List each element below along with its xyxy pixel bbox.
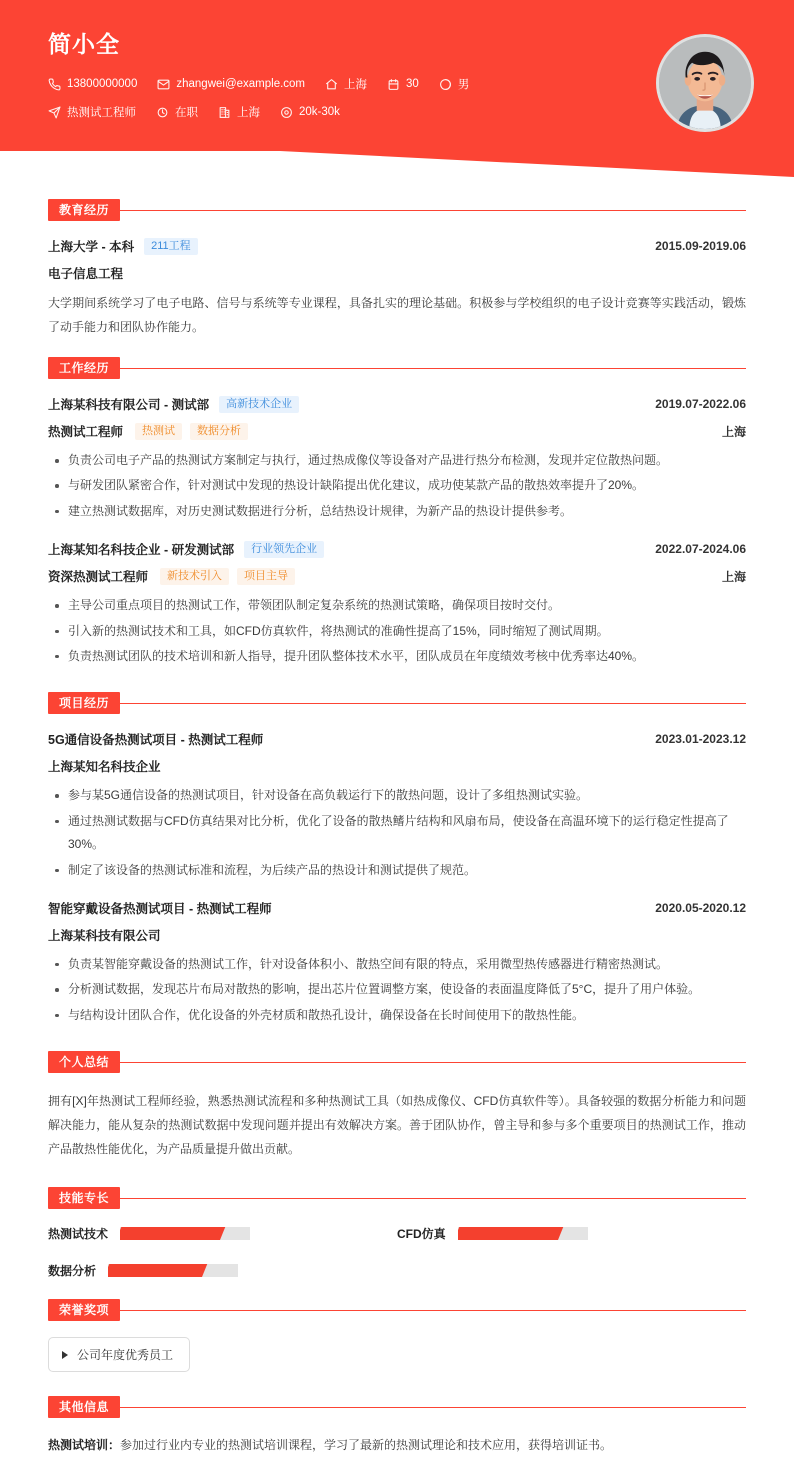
home-icon [325, 78, 338, 91]
section-header-education [48, 199, 746, 221]
education-major: 电子信息工程 [48, 267, 124, 281]
skill-progress-fill [108, 1264, 207, 1277]
mail-icon [157, 78, 170, 91]
section-title-skills: 技能专长 [48, 1187, 120, 1209]
resume-body [0, 199, 794, 1477]
contact-city [325, 76, 367, 92]
contact-gender-text: 男 [457, 79, 470, 92]
section-work [48, 357, 746, 668]
section-title-education: 教育经历 [48, 199, 120, 221]
expected-salary-text: 20k-30k [299, 106, 340, 119]
skill-progress-bar [120, 1227, 250, 1240]
skill-item [48, 1225, 397, 1242]
school-tag: 211工程 [144, 238, 198, 255]
work-bullets [48, 594, 746, 668]
skill-list [48, 1225, 746, 1285]
bullet-item: 分析测试数据，发现芯片布局对散热的影响，提出芯片位置调整方案，使设备的表面温度降低了5°C，提升了用户体验。 [48, 978, 746, 1001]
job-title: 热测试工程师 [48, 425, 124, 439]
project-name: 智能穿戴设备热测试项目 - 热测试工程师 [48, 901, 272, 916]
skill-progress-bar [108, 1264, 238, 1277]
role-tag: 新技术引入 [160, 568, 229, 585]
section-rule [48, 703, 746, 704]
section-project [48, 692, 746, 1027]
job-intent [48, 104, 136, 120]
project-bullets [48, 953, 746, 1027]
contact-city-text: 上海 [344, 79, 368, 92]
work-bullets [48, 449, 746, 523]
contact-email [157, 78, 305, 91]
other-info-label: 热测试培训： [48, 1438, 121, 1453]
work-entry-header [48, 395, 746, 413]
calendar-icon [387, 78, 400, 91]
work-date: 2022.07-2024.06 [655, 542, 746, 557]
section-rule [48, 1198, 746, 1199]
status-icon [156, 106, 169, 119]
skill-label: CFD仿真 [397, 1227, 446, 1242]
section-rule [48, 1062, 746, 1063]
work-city-text: 上海 [237, 107, 260, 120]
project-entry-header [48, 899, 746, 917]
bullet-item: 负责公司电子产品的热测试方案制定与执行，通过热成像仪等设备对产品进行热分布检测，发现并定位散热问题。 [48, 449, 746, 472]
avatar-photo [659, 37, 751, 129]
project-company: 上海某知名科技企业 [48, 760, 161, 775]
other-info-item [48, 1434, 746, 1457]
candidate-name: 简小全 [48, 31, 120, 57]
project-bullets [48, 784, 746, 882]
bullet-item: 制定了该设备的热测试标准和流程，为后续产品的热设计和测试提供了规范。 [48, 859, 746, 882]
section-header-project [48, 692, 746, 714]
section-rule [48, 1407, 746, 1408]
contact-email-text: zhangwei@example.com [176, 78, 306, 91]
section-other [48, 1396, 746, 1457]
skill-item [397, 1225, 746, 1242]
section-rule [48, 368, 746, 369]
contact-gender [439, 76, 470, 92]
summary-text: 拥有[X]年热测试工程师经验，熟悉热测试流程和多种热测试工具（如热成像仪、CFD仿真软件等）。具备较强的数据分析能力和问题解决能力，能从复杂的热测试数据中发现问题并提出有效解决方案。善于团队协作，曾主导和参与多个重要项目的热测试工作，推动产品散热性能优化，为产品质量提升做出贡献。 [48, 1094, 746, 1157]
work-entry [48, 540, 746, 668]
phone-icon [48, 78, 61, 91]
contact-row-secondary [48, 104, 489, 120]
work-entry [48, 395, 746, 523]
salary-icon [280, 106, 293, 119]
section-honors [48, 1299, 746, 1372]
work-city [218, 104, 260, 120]
contact-age-text: 30 [406, 78, 419, 91]
expected-salary [280, 106, 340, 119]
skill-progress-fill [458, 1227, 563, 1240]
work-role-row [48, 567, 746, 585]
bullet-item: 引入新的热测试技术和工具，如CFD仿真软件，将热测试的准确性提高了15%，同时缩短了测试周期。 [48, 620, 746, 643]
section-skills [48, 1187, 746, 1285]
project-company: 上海某科技有限公司 [48, 928, 161, 943]
education-description: 大学期间系统学习了电子电路、信号与系统等专业课程，具备扎实的理论基础。积极参与学校组织的电子设计竞赛等实践活动，锻炼了动手能力和团队协作能力。 [48, 296, 746, 334]
work-location: 上海 [721, 424, 746, 439]
bullet-item: 与研发团队紧密合作，针对测试中发现的热设计缺陷提出优化建议，成功使某款产品的散热效率提升了20%。 [48, 474, 746, 497]
gender-icon [439, 78, 452, 91]
section-header-summary [48, 1051, 746, 1073]
header-text-block [48, 30, 489, 120]
section-header-honors [48, 1299, 746, 1321]
project-date: 2020.05-2020.12 [655, 900, 746, 915]
work-role-row [48, 422, 746, 440]
section-title-summary: 个人总结 [48, 1051, 120, 1073]
bullet-item: 建立热测试数据库，对历史测试数据进行分析，总结热设计规律，为新产品的热设计提供参考。 [48, 500, 746, 523]
skill-item [48, 1262, 397, 1279]
project-entry [48, 899, 746, 1027]
section-summary [48, 1051, 746, 1161]
job-title: 资深热测试工程师 [48, 570, 149, 585]
project-date: 2023.01-2023.12 [655, 732, 746, 747]
role-tag: 热测试 [135, 423, 182, 440]
project-entry-header [48, 730, 746, 748]
section-title-project: 项目经历 [48, 692, 120, 714]
section-header-work [48, 357, 746, 379]
role-tag: 数据分析 [190, 423, 248, 440]
resume-header [0, 0, 794, 181]
contact-age [387, 78, 419, 91]
role-tag: 项目主导 [237, 568, 295, 585]
project-entry [48, 730, 746, 882]
bullet-item: 与结构设计团队合作，优化设备的外壳材质和散热孔设计，确保设备在长时间使用下的散热性能。 [48, 1004, 746, 1027]
section-education [48, 199, 746, 339]
job-intent-text: 热测试工程师 [67, 107, 136, 120]
avatar [656, 34, 754, 132]
company-name: 上海某知名科技企业 - 研发测试部 [48, 543, 235, 558]
bullet-item: 负责某智能穿戴设备的热测试工作，针对设备体积小、散热空间有限的特点，采用微型热传感器进行精密热测试。 [48, 953, 746, 976]
company-tag: 高新技术企业 [219, 396, 299, 413]
section-title-work: 工作经历 [48, 357, 120, 379]
job-status [156, 104, 198, 120]
company-name: 上海某科技有限公司 - 测试部 [48, 398, 210, 412]
job-status-text: 在职 [175, 107, 198, 120]
section-title-other: 其他信息 [48, 1396, 120, 1418]
project-name: 5G通信设备热测试项目 - 热测试工程师 [48, 733, 264, 748]
contact-phone [48, 78, 137, 91]
section-rule [48, 210, 746, 211]
section-title-honors: 荣誉奖项 [48, 1299, 120, 1321]
education-entry [48, 237, 746, 339]
section-rule [48, 1310, 746, 1311]
work-date: 2019.07-2022.06 [655, 397, 746, 411]
bullet-item: 负责热测试团队的技术培训和新人指导，提升团队整体技术水平，团队成员在年度绩效考核中优秀率达40%。 [48, 645, 746, 668]
other-info-text: 参加过行业内专业的热测试培训课程，学习了最新的热测试理论和技术应用，获得培训证书。 [120, 1438, 613, 1453]
bullet-item: 通过热测试数据与CFD仿真结果对比分析，优化了设备的散热鳍片结构和风扇布局，使设备在高温环境下的运行稳定性提高了30%。 [48, 810, 746, 857]
bullet-item: 参与某5G通信设备的热测试项目，针对设备在高负载运行下的散热问题，设计了多组热测试实验。 [48, 784, 746, 807]
work-location: 上海 [721, 569, 746, 584]
skill-progress-bar [458, 1227, 588, 1240]
education-date: 2015.09-2019.06 [655, 239, 746, 253]
honor-label: 公司年度优秀员工 [77, 1348, 174, 1363]
work-entry-header [48, 540, 746, 558]
contact-row-primary [48, 76, 489, 92]
school-name: 上海大学 - 本科 [48, 240, 135, 254]
honor-list [48, 1337, 746, 1372]
header-angled-divider [0, 151, 794, 181]
bullet-item: 主导公司重点项目的热测试工作，带领团队制定复杂系统的热测试策略，确保项目按时交付。 [48, 594, 746, 617]
education-entry-header [48, 237, 746, 255]
honor-chip[interactable] [48, 1337, 190, 1372]
contact-phone-text: 13800000000 [67, 78, 138, 91]
rocket-icon [48, 106, 61, 119]
section-header-skills [48, 1187, 746, 1209]
building-icon [218, 106, 231, 119]
play-triangle-icon [62, 1351, 68, 1359]
section-header-other [48, 1396, 746, 1418]
skill-progress-fill [120, 1227, 225, 1240]
skill-label: 热测试技术 [48, 1227, 109, 1242]
company-tag: 行业领先企业 [244, 541, 324, 558]
skill-label: 数据分析 [48, 1264, 97, 1279]
